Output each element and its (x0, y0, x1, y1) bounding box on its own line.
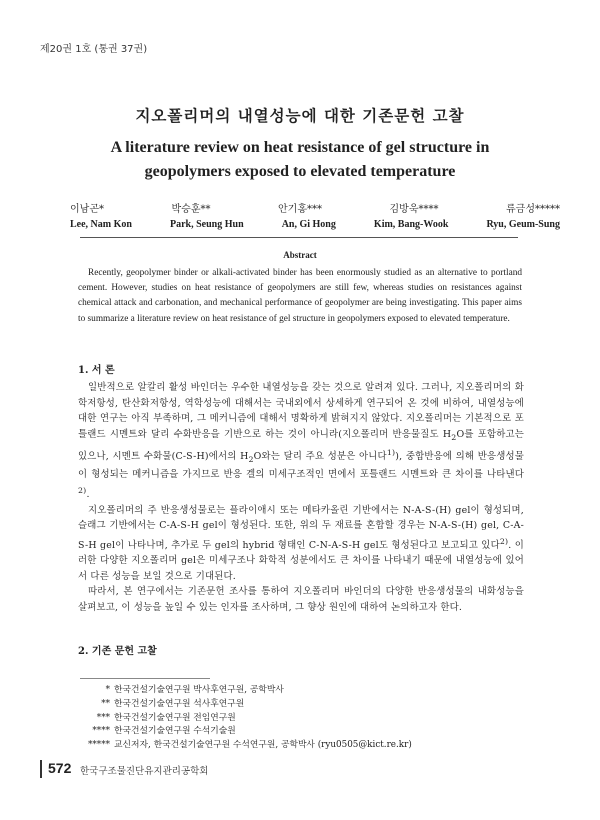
author-names-korean (70, 200, 560, 215)
footnote: ** 한국건설기술연구원 석사후연구원 (101, 698, 245, 709)
author-en: Park, Seung Hun (170, 219, 244, 230)
paper-title-english-line1: A literature review on heat resistance of gel structure in (110, 139, 490, 156)
affiliation-footnotes (78, 684, 412, 753)
author-en: Ryu, Geum-Sung (486, 219, 560, 230)
author-en: Lee, Nam Kon (70, 219, 132, 230)
author-en: Kim, Bang-Wook (373, 219, 449, 230)
page-number: 572 (48, 760, 72, 776)
author-ko: 김방욱**** (389, 204, 439, 215)
author-ko: 안기홍*** (278, 204, 322, 215)
journal-name-footer: 한국구조물진단유지관리공학회 (80, 766, 209, 777)
paragraph: 지오폴리머의 주 반응생성물로는 플라이애시 또는 메타카올린 기반에서는 N-A-S-(H) gel이 형성되며, 슬래그 기반에서는 C-A-S-H gel이 형성된다. 또한, 위의 두 재료를 혼합할 경우는 N-A-S-(H) gel, C-A-S-H gel이 나타나며, 추가로 두 gel의 hybrid 형태인 C-N-A-S-H gel도 형성된다고 보고되고 있다$^{2)}$. 이러한 다양한 지오폴리머 gel은 미세구조나 화학적 성분에서도 큰 차이를 나타내기 때문에 내열성능에 있어서 다른 성능을 보일 것으로 기대된다. (78, 504, 524, 582)
author-names-english (70, 219, 560, 230)
author-ko: 박승훈** (171, 204, 211, 215)
section-1-heading: 1. 서 론 (78, 365, 115, 376)
author-ko: 류금성***** (506, 204, 560, 215)
paragraph: 따라서, 본 연구에서는 기존문헌 조사를 통하여 지오폴리머 바인더의 다양한 반응생성물의 내화성능을 살펴보고, 이 성능을 높일 수 있는 인자를 조사하며, 그 향상 원인에 대하여 논의하고자 한다. (78, 586, 524, 613)
section-1-body (78, 380, 524, 615)
paragraph: 일반적으로 알칼리 활성 바인더는 우수한 내열성능을 갖는 것으로 알려져 있다. 그러나, 지오폴리머의 화학저항성, 탄산화저항성, 역학성능에 대해서는 국내외에서 상세하게 연구되어 온 것에 비하여, 내열성능에 대한 연구는 아직 부족하며, 그 메커니즘에 대해서 명확하게 밝혀지지 않았다. 지오폴리머는 기본적으로 포틀랜드 시멘트와 달리 수화반응을 기반으로 하는 것이 아니라(지오폴리머 반응물질도 $H_2O$를 포함하고는 있으나, 시멘트 수화물(C-S-H)에서의 $H_2O$와는 달리 주요 성분은 아니다$^{1)}$), 중합반응에 의해 반응생성물이 형성되는 메커니즘을 가지므로 반응 겔의 미세구조적인 면에서 포틀랜드 시멘트와 큰 차이를 나타낸다$^{2)}$. (78, 382, 525, 500)
abstract-heading: Abstract (283, 250, 317, 260)
abstract-text: Recently, geopolymer binder or alkali-activated binder has been enormously studied as an alternative to portland cement. However, studies on heat resistance of geopolymers are still few, whereas studies on resistances against chemical attack and carbonation, and mechanical performance of geopolymer are being investigating. This paper aims to summarize a literature review on heat resistance of gel structure in geopolymers exposed to elevated temperature. (78, 268, 522, 324)
journal-issue-header: 제20권 1호 (통권 37권) (40, 44, 148, 55)
author-list (70, 200, 560, 230)
footnote-divider (80, 678, 210, 679)
header-divider (80, 237, 518, 238)
footnote: *** 한국건설기술연구원 전임연구원 (96, 712, 236, 723)
paper-title-english-line2: geopolymers exposed to elevated temperature (144, 163, 456, 180)
author-ko: 이남곤* (70, 204, 104, 215)
section-2-heading: 2. 기존 문헌 고찰 (78, 646, 157, 657)
footnote: **** 한국건설기술연구원 수석기술원 (92, 726, 236, 737)
page-number-bar (40, 760, 42, 778)
footnote: * 한국건설기술연구원 박사후연구원, 공학박사 (105, 685, 284, 695)
paper-title-korean: 지오폴리머의 내열성능에 대한 기존문헌 고찰 (135, 106, 465, 125)
author-en: An, Gi Hong (281, 219, 336, 230)
footnote: ***** 교신저자, 한국건설기술연구원 수석연구원, 공학박사 (ryu0505@kict.re.kr) (88, 740, 412, 751)
paper-title-english (0, 136, 600, 184)
